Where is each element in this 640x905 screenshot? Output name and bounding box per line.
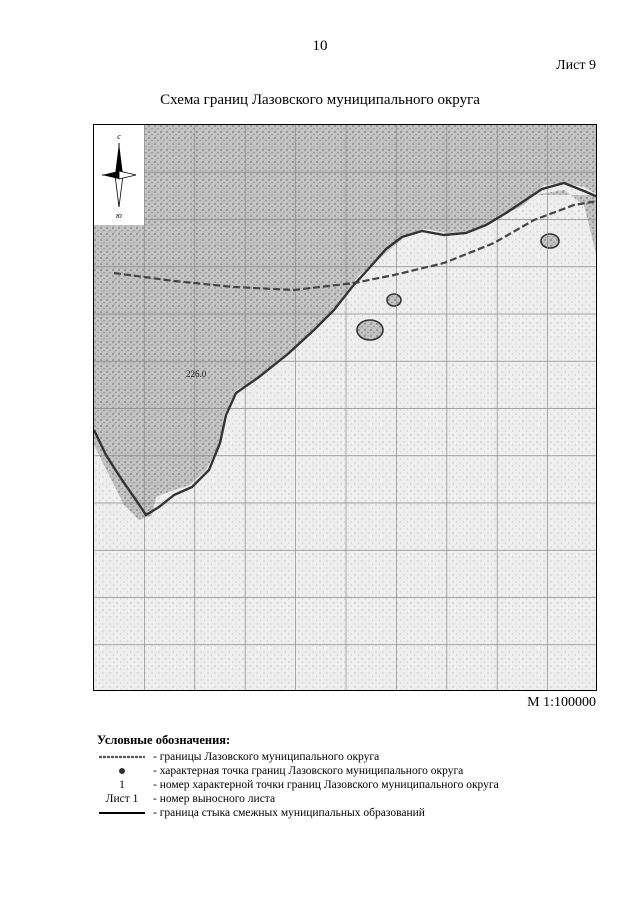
map-scale: М 1:100000 [527,695,596,710]
island [387,294,401,306]
legend [97,733,499,820]
legend-text: - границы Лазовского муниципального округа [153,751,380,763]
legend-text: - номер выносного листа [153,793,276,805]
topographic-map[interactable] [94,125,597,691]
compass-rose [94,125,144,225]
point-number-symbol: 1 [119,779,125,791]
legend-item [97,792,499,806]
page-number: 10 [312,38,328,54]
legend-item [97,750,499,764]
legend-item [97,764,499,778]
boundary-line-icon [97,754,147,760]
point-dot-icon [97,766,147,776]
elevation-label: 226.0 [186,369,207,379]
solid-line-icon [97,810,147,816]
legend-item [97,806,499,820]
sheet-label: Лист 9 [556,58,596,73]
legend-title: Условные обозначения: [97,733,231,747]
legend-text: - номер характерной точки границ Лазовского муниципального округа [153,779,499,791]
island [357,320,383,340]
map-frame[interactable] [93,124,597,691]
legend-text: - граница стыка смежных муниципальных образований [153,807,425,819]
map-title: Схема границ Лазовского муниципального округа [160,92,480,108]
legend-text: - характерная точка границ Лазовского муниципального округа [153,765,464,777]
compass-south-label: ю [116,211,122,220]
sheet-number-symbol: Лист 1 [105,793,139,805]
legend-item [97,778,499,792]
compass-north-label: с [117,132,121,141]
island [541,234,559,248]
